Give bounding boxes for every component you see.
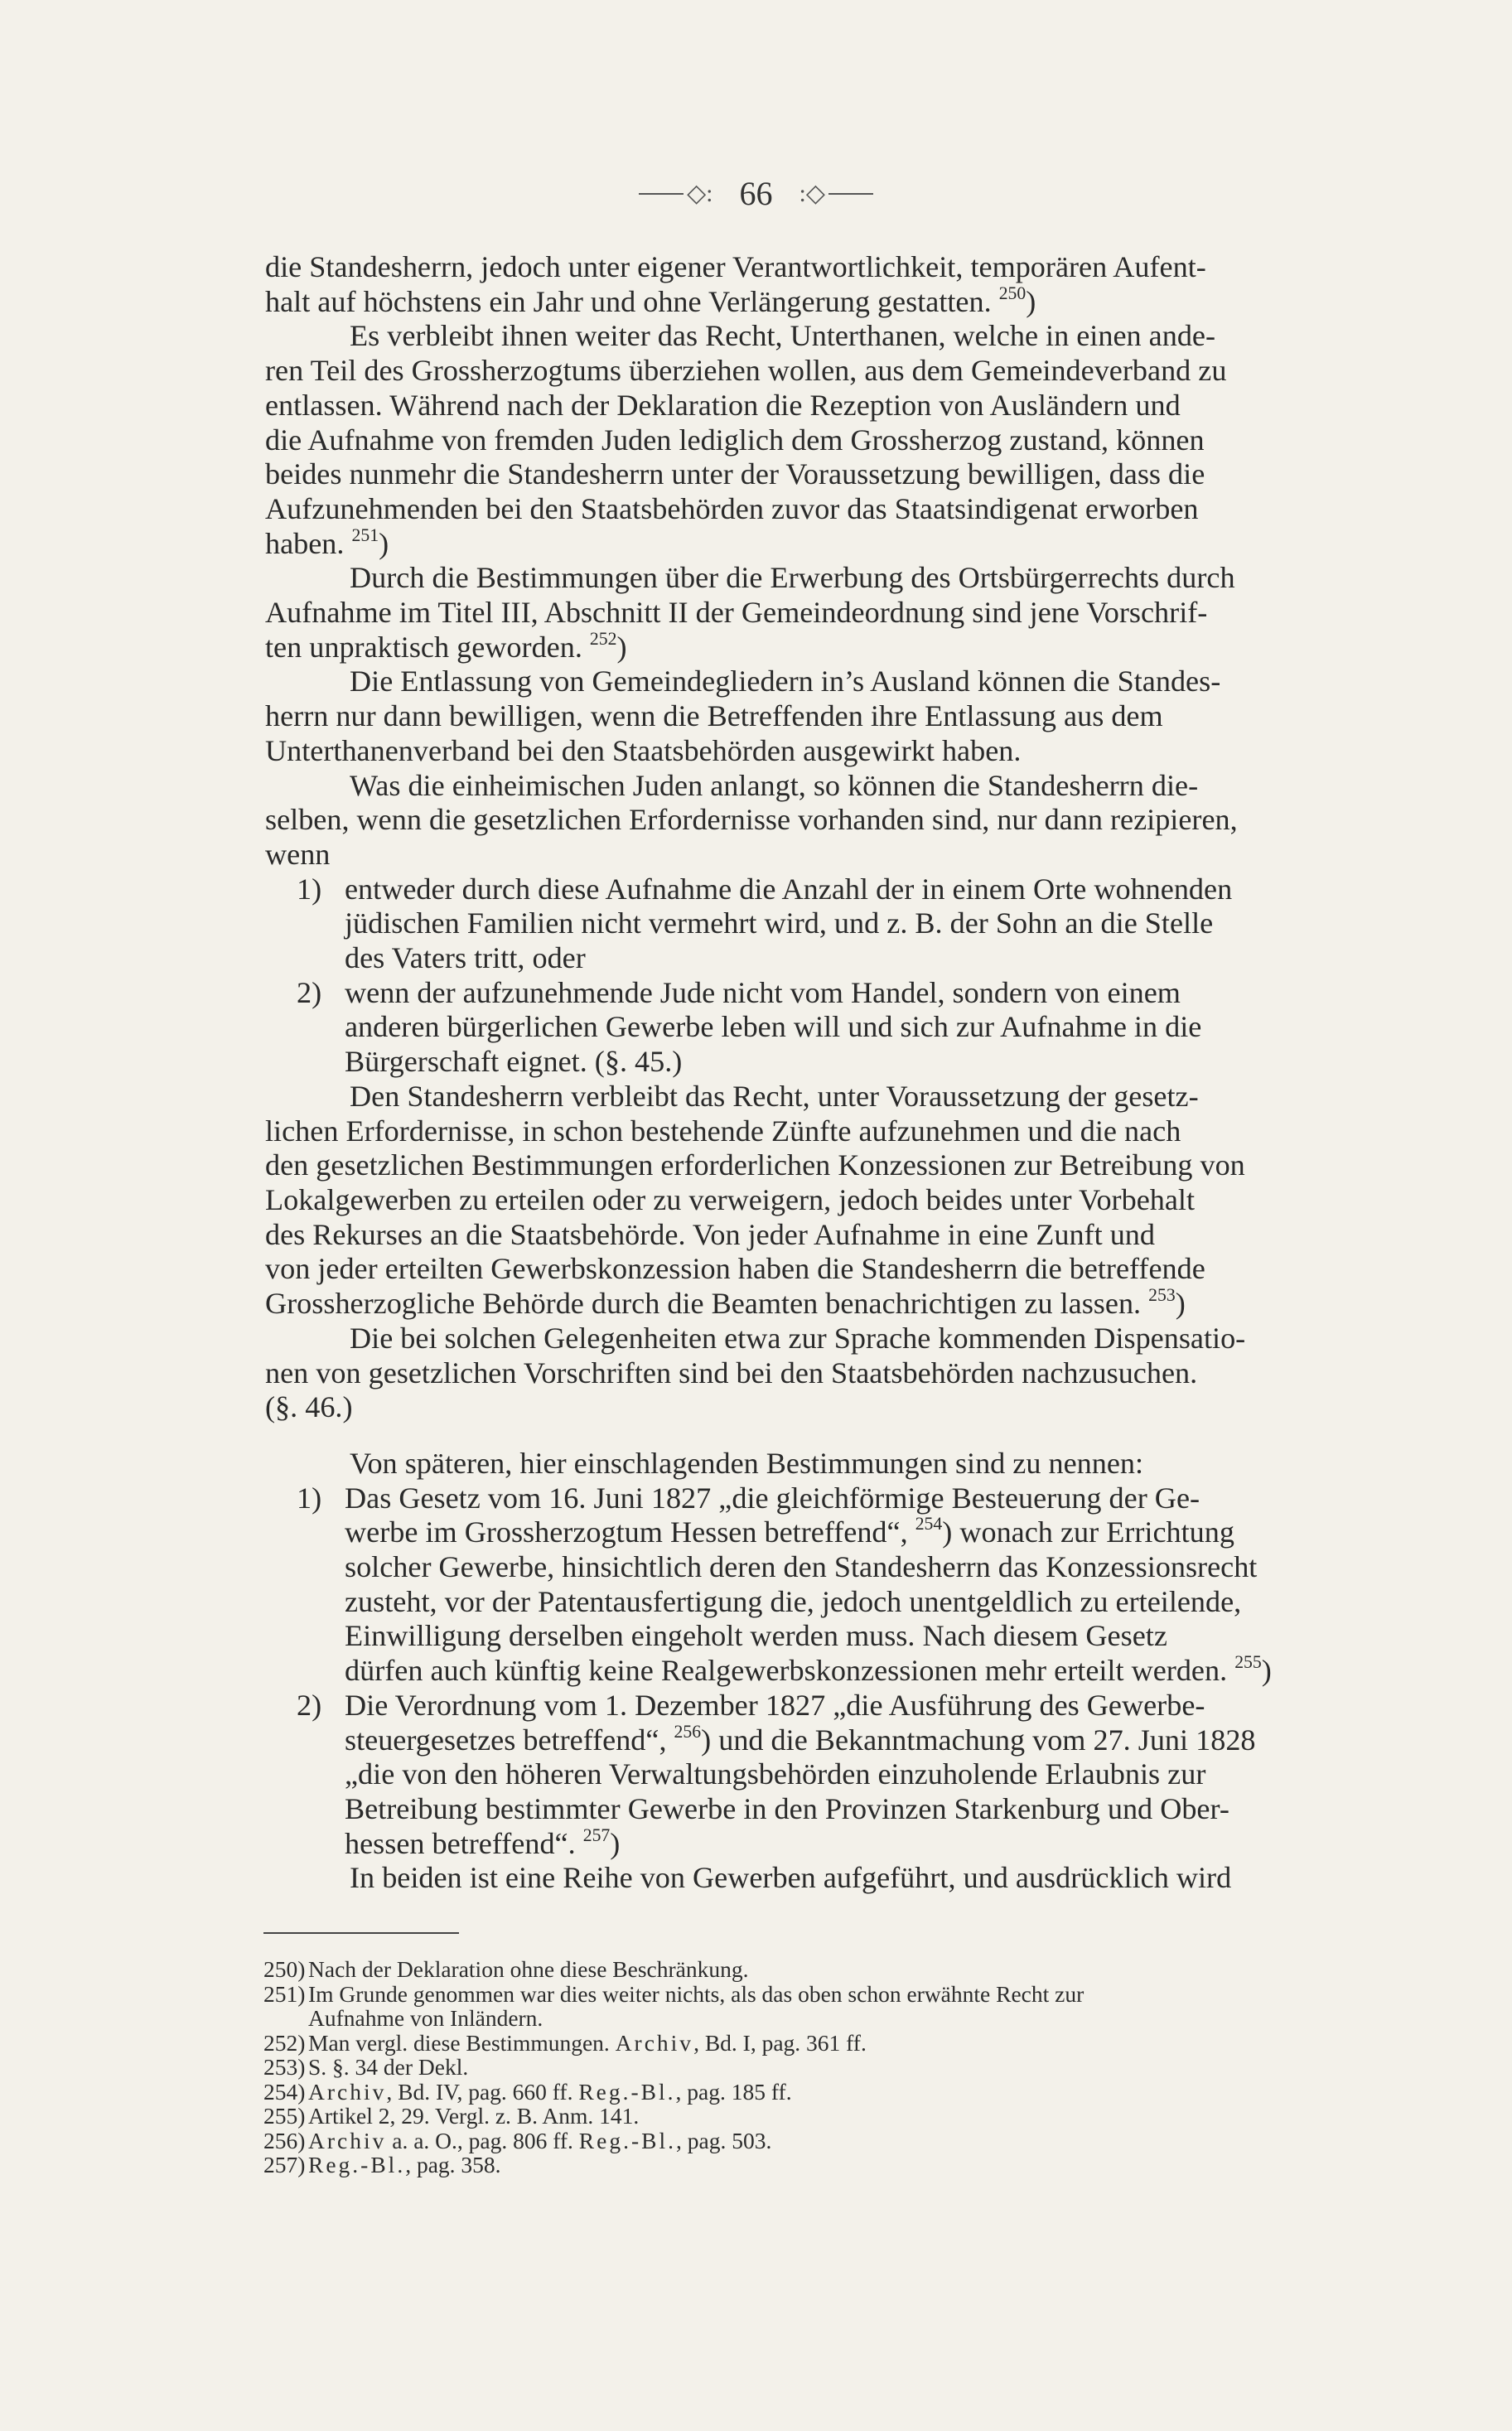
footnote-text: Archiv a. a. O., pag. 806 ff. Reg.-Bl., pag. 503. <box>308 2127 772 2153</box>
paragraph-text: Durch die Bestimmungen über die Erwerbung des Ortsbürgerrechts durch Aufnahme im Titel III, Abschnitt II der Gemeindeordnung sind jene Vorschrif- ten unpraktisch geworden. $^{252}$) <box>265 561 1235 664</box>
footnote-text: Im Grunde genommen war dies weiter nichts, als das oben schon erwähnte Recht zur Aufnahme von Inländern. <box>308 1980 1084 2031</box>
paragraph-text: Die Entlassung von Gemeindegliedern in’s Ausland können die Standes- herrn nur dann bewilligen, wenn die Betreffenden ihre Entlassung aus dem Unterthanenverband bei den Staatsbehörden ausgewirkt haben. <box>265 665 1221 767</box>
paragraph-text: Was die einheimischen Juden anlangt, so können die Standesherrn die- selben, wenn die gesetzlichen Erfordernisse vorhanden sind, nur dann rezipieren, wenn <box>265 768 1238 871</box>
paragraph-text: In beiden ist eine Reihe von Gewerben aufgeführt, und ausdrücklich wird <box>350 1861 1232 1895</box>
paragraph-text: Das Gesetz vom 16. Juni 1827 „die gleichförmige Besteuerung der Ge- werbe im Grossherzogtum Hessen betreffend“, $^{254}$) wonach zur Errichtung solcher Gewerbe, hinsichtlich deren den Standesherrn das Konzessionsrecht zusteht, vor der Patentausfertigung die, jedoch unentgeldlich zu erteilende, Einwilligung derselben eingeholt werden muss. Nach diesem Gesetz dürfen auch künftig keine Realgewerbskonzessionen mehr erteilt werden. $^{255}$) <box>345 1481 1272 1688</box>
page-header <box>0 171 1512 213</box>
footnote-marker: 257) <box>263 2152 306 2177</box>
footnote <box>263 2104 1438 2129</box>
footnote-divider <box>263 1932 459 1934</box>
paragraph <box>265 250 1440 319</box>
footnote <box>263 2031 1438 2056</box>
paragraph <box>265 1861 1440 1896</box>
paragraph-text: Von späteren, hier einschlagenden Bestimmungen sind zu nennen: <box>350 1446 1144 1480</box>
list-item-number: 2) <box>297 975 322 1009</box>
footnote-text: Artikel 2, 29. Vergl. z. B. Anm. 141. <box>308 2103 640 2129</box>
footnote-marker: 256) <box>263 2127 306 2153</box>
paragraph-text: wenn der aufzunehmende Jude nicht vom Handel, sondern von einem anderen bürgerlichen Gewerbe leben will und sich zur Aufnahme in die Bürgerschaft eignet. (§. 45.) <box>345 975 1202 1079</box>
page-number: 66 <box>739 175 773 213</box>
header-rule-left <box>639 193 684 195</box>
main-text <box>265 250 1440 1896</box>
footnote-marker: 252) <box>263 2029 306 2056</box>
paragraph <box>265 665 1440 768</box>
paragraph <box>265 1080 1440 1322</box>
footnote <box>263 1957 1438 1982</box>
paragraph <box>265 1447 1440 1481</box>
list-item <box>265 976 1440 1080</box>
list-item-number: 1) <box>297 872 322 906</box>
footnote-marker: 250) <box>263 1956 306 1982</box>
header-rule-right <box>828 193 873 195</box>
footnote <box>263 2080 1438 2105</box>
paragraph <box>265 1322 1440 1425</box>
footnote <box>263 2153 1438 2177</box>
footnote-text: Man vergl. diese Bestimmungen. Archiv, Bd. I, pag. 361 ff. <box>308 2029 867 2056</box>
paragraph-text: die Standesherrn, jedoch unter eigener Verantwortlichkeit, temporären Aufent- halt auf höchstens ein Jahr und ohne Verlängerung gestatten. $^{250}$) <box>265 250 1206 318</box>
paragraph-text: Die Verordnung vom 1. Dezember 1827 „die Ausführung des Gewerbe- steuergesetzes betreffend“, $^{256}$) und die Bekanntmachung vom 27. Juni 1828 „die von den höheren Verwaltungsbehörden einzuholende Erlaubnis zur Betreibung bestimmter Gewerbe in den Provinzen Starkenburg und Ober- hessen betreffend“. $^{257}$) <box>345 1688 1256 1860</box>
footnote-marker: 251) <box>263 1980 306 2007</box>
footnote-marker: 255) <box>263 2103 306 2129</box>
ornament-right-icon: :◇ <box>799 180 825 208</box>
paragraph-text: entweder durch diese Aufnahme die Anzahl der in einem Orte wohnenden jüdischen Familien nicht vermehrt wird, und z. B. der Sohn an die Stelle des Vaters tritt, oder <box>345 872 1233 975</box>
list-item <box>265 1481 1440 1689</box>
footnote-text: Reg.-Bl., pag. 358. <box>308 2152 501 2177</box>
ornament-left-icon: ◇: <box>687 180 713 208</box>
footnote-text: Archiv, Bd. IV, pag. 660 ff. Reg.-Bl., pag. 185 ff. <box>308 2078 792 2105</box>
paragraph-text: Die bei solchen Gelegenheiten etwa zur Sprache kommenden Dispensatio- nen von gesetzlichen Vorschriften sind bei den Staatsbehörden nachzusuchen. (§. 46.) <box>265 1321 1246 1424</box>
footnotes <box>263 1957 1438 2177</box>
footnote <box>263 2129 1438 2153</box>
paragraph-text: Es verbleibt ihnen weiter das Recht, Unterthanen, welche in einen ande- ren Teil des Grossherzogtums überziehen wollen, aus dem Gemeindeverband zu entlassen. Während nach der Deklaration die Rezeption von Ausländern und die Aufnahme von fremden Juden lediglich dem Grossherzog zustand, können beides nunmehr die Standesherrn unter der Voraussetzung bewilligen, dass die Aufzunehmenden bei den Staatsbehörden zuvor das Staatsindigenat erworben haben. $^{251}$) <box>265 319 1227 560</box>
paragraph-text: Den Standesherrn verbleibt das Recht, unter Voraussetzung der gesetz- lichen Erfordernisse, in schon bestehende Zünfte aufzunehmen und die nach den gesetzlichen Bestimmungen erforderlichen Konzessionen zur Betreibung von Lokalgewerben zu erteilen oder zu verweigern, jedoch beides unter Vorbehalt des Rekurses an die Staatsbehörde. Von jeder Aufnahme in eine Zunft und von jeder erteilten Gewerbskonzession haben die Standesherrn die betreffende Grossherzogliche Behörde durch die Beamten benachrichtigen zu lassen. $^{253}$) <box>265 1079 1245 1321</box>
paragraph <box>265 319 1440 561</box>
list-item <box>265 872 1440 976</box>
paragraph <box>265 769 1440 872</box>
footnote <box>263 2055 1438 2080</box>
list-item <box>265 1689 1440 1862</box>
list-item-number: 1) <box>297 1481 322 1515</box>
footnote-marker: 254) <box>263 2078 306 2105</box>
footnote-marker: 253) <box>263 2054 306 2080</box>
paragraph <box>265 561 1440 665</box>
footnote-text: S. §. 34 der Dekl. <box>308 2054 469 2080</box>
footnote-text: Nach der Deklaration ohne diese Beschränkung. <box>308 1956 749 1982</box>
footnote <box>263 1982 1438 2031</box>
list-item-number: 2) <box>297 1688 322 1722</box>
